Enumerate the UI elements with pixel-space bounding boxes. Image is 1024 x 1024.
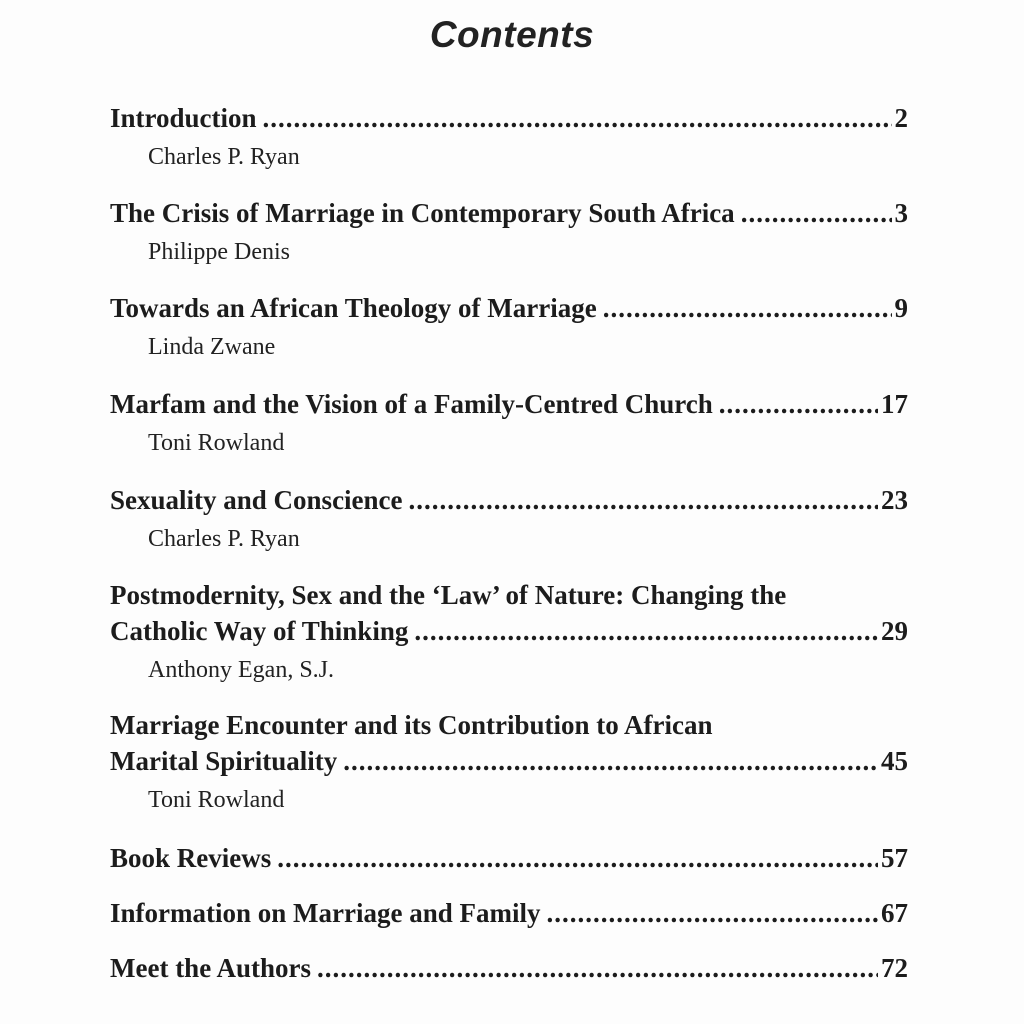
toc-entry-page: 3 bbox=[894, 198, 908, 228]
dot-leader bbox=[317, 950, 878, 986]
toc-entry-title-line2: Catholic Way of Thinking bbox=[110, 616, 409, 646]
dot-leader bbox=[343, 743, 878, 779]
toc-entry-title-line1: Marriage Encounter and its Contribution to African bbox=[110, 710, 713, 740]
toc-entry-line bbox=[110, 100, 908, 136]
dot-leader bbox=[409, 482, 878, 518]
toc-entry-line bbox=[110, 290, 908, 326]
toc-entry-line bbox=[110, 195, 908, 231]
toc-entry-author: Toni Rowland bbox=[148, 430, 285, 456]
toc-entry-title: Sexuality and Conscience bbox=[110, 485, 403, 515]
toc-entry-title-line1: Postmodernity, Sex and the ‘Law’ of Nature: Changing the bbox=[110, 580, 787, 610]
toc-entry-line bbox=[110, 950, 908, 986]
dot-leader bbox=[603, 290, 892, 326]
toc-entry-line bbox=[110, 386, 908, 422]
toc-entry-author: Toni Rowland bbox=[148, 787, 285, 813]
dot-leader bbox=[263, 100, 892, 136]
toc-entry-page: 57 bbox=[881, 843, 908, 873]
toc-entry-author: Charles P. Ryan bbox=[148, 144, 300, 170]
toc-entry bbox=[110, 840, 908, 876]
toc-entry bbox=[110, 895, 908, 931]
toc-entry-line bbox=[110, 743, 908, 779]
toc-entry bbox=[110, 707, 908, 815]
toc-entry bbox=[110, 195, 908, 267]
toc-entry-page: 9 bbox=[894, 293, 908, 323]
toc-entry-page: 45 bbox=[881, 746, 908, 776]
toc-entry-author: Charles P. Ryan bbox=[148, 526, 300, 552]
toc-entry-title: The Crisis of Marriage in Contemporary South Africa bbox=[110, 198, 735, 228]
toc-entry-title: Book Reviews bbox=[110, 843, 272, 873]
toc-entry-page: 17 bbox=[881, 389, 908, 419]
toc-entry bbox=[110, 950, 908, 986]
dot-leader bbox=[414, 613, 878, 649]
toc-entry bbox=[110, 577, 908, 685]
toc-entry-page: 23 bbox=[881, 485, 908, 515]
toc-entry-line bbox=[110, 840, 908, 876]
toc-entry-title: Introduction bbox=[110, 103, 257, 133]
dot-leader bbox=[277, 840, 878, 876]
toc-entry-title: Meet the Authors bbox=[110, 953, 311, 983]
toc-entry-page: 29 bbox=[881, 616, 908, 646]
toc-entry-author: Philippe Denis bbox=[148, 239, 290, 265]
toc-entry-line bbox=[110, 895, 908, 931]
dot-leader bbox=[741, 195, 892, 231]
toc-entry-line bbox=[110, 482, 908, 518]
toc-entry-page: 2 bbox=[894, 103, 908, 133]
toc-entry bbox=[110, 386, 908, 458]
toc-entry bbox=[110, 290, 908, 362]
dot-leader bbox=[719, 386, 878, 422]
contents-heading: Contents bbox=[429, 14, 595, 55]
toc-entry-line bbox=[110, 613, 908, 649]
toc-entry bbox=[110, 482, 908, 554]
toc-entry-title-line2: Marital Spirituality bbox=[110, 746, 338, 776]
toc-entry bbox=[110, 100, 908, 172]
toc-entry-title: Marfam and the Vision of a Family-Centred Church bbox=[110, 389, 713, 419]
toc-entry-title: Information on Marriage and Family bbox=[110, 898, 541, 928]
toc-entry-author: Anthony Egan, S.J. bbox=[148, 657, 334, 683]
dot-leader bbox=[546, 895, 878, 931]
toc-entry-author: Linda Zwane bbox=[148, 334, 276, 360]
toc-entry-page: 72 bbox=[881, 953, 908, 983]
toc-entry-title: Towards an African Theology of Marriage bbox=[110, 293, 597, 323]
toc-entry-page: 67 bbox=[881, 898, 908, 928]
